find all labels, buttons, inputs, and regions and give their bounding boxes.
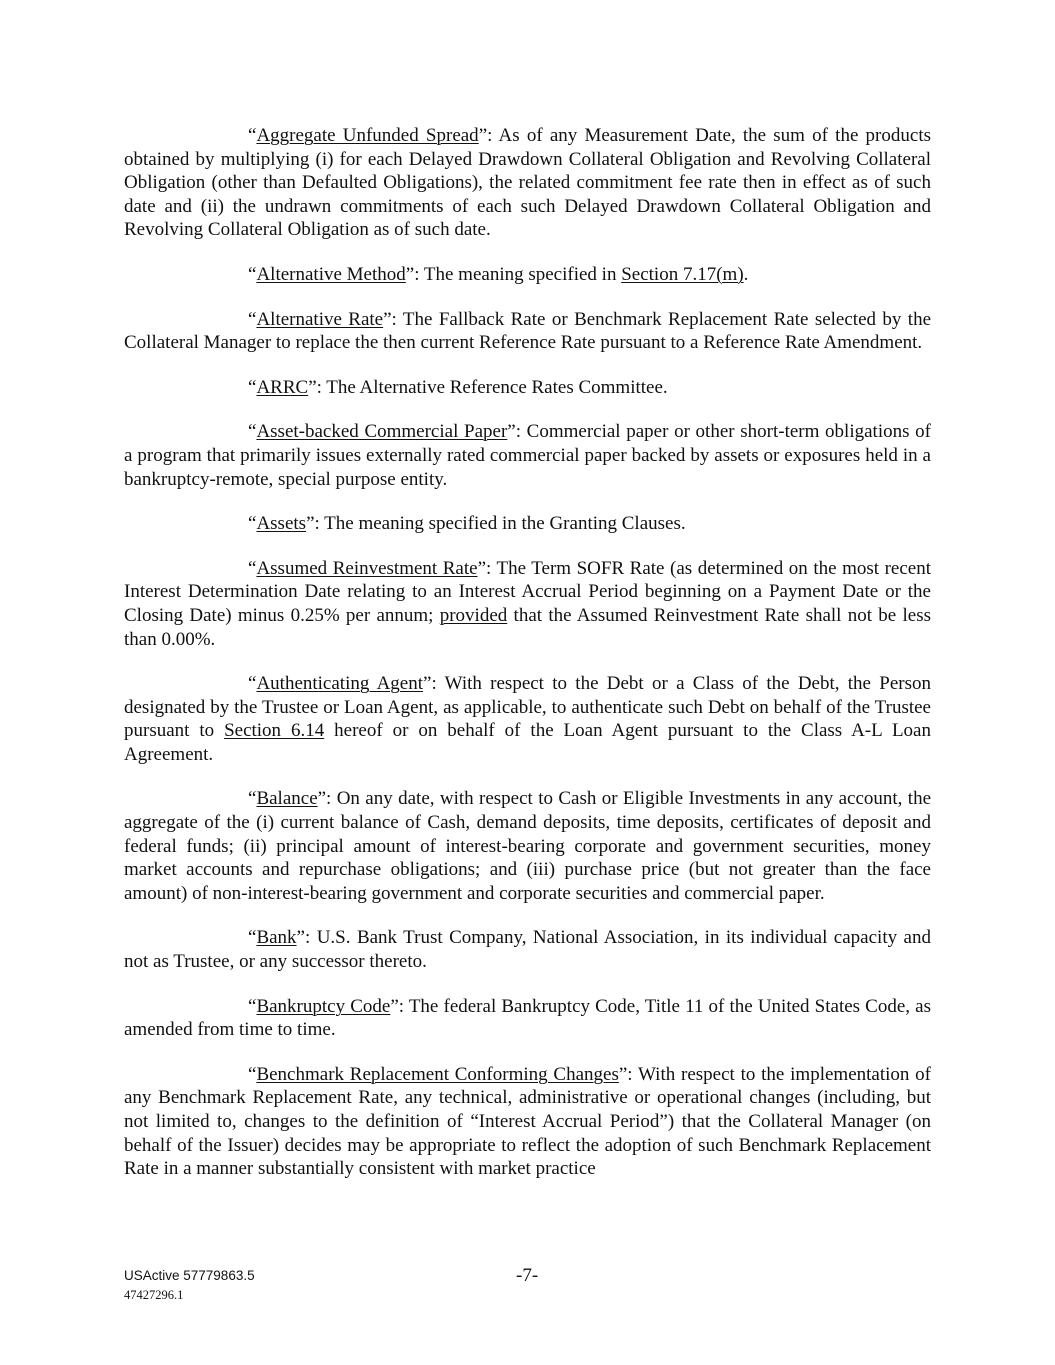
defined-term: ARRC [256, 376, 309, 398]
paragraph-text: ”: The Term SOFR Rate (as determined on the most recent Interest Determination Date relating to an Interest Accrual Period beginning on a Payment Date or the Closing Date) minus 0.25% per annum; [124, 557, 931, 626]
paragraph-text: hereof or on behalf of the Loan Agent pursuant to the Class A-L Loan Agreement. [124, 720, 931, 765]
defined-term: Section 7.17(m) [621, 263, 744, 285]
definition-paragraph [124, 124, 931, 242]
defined-term: Alternative Rate [256, 308, 384, 330]
footer-doc-id-secondary: 47427296.1 [124, 1288, 184, 1302]
paragraph-text: ”: As of any Measurement Date, the sum of the products obtained by multiplying (i) for each Delayed Drawdown Collateral Obligation and Revolving Collateral Obligation (other than Defaulted Obligations), the related commitment fee rate then in effect as of such date and (ii) the undrawn commitments of each such Delayed Drawdown Collateral Obligation and Revolving Collateral Obligation as of such date. [124, 125, 931, 241]
defined-term: Aggregate Unfunded Spread [256, 125, 479, 146]
defined-term: Assets [256, 513, 307, 535]
paragraph-text: ”: Commercial paper or other short-term obligations of a program that primarily issues externally rated commercial paper backed by assets or exposures held in a bankruptcy-remote, special purpose entity. [124, 421, 931, 490]
defined-term: Asset-backed Commercial Paper [256, 421, 508, 443]
paragraph-text: “ [248, 125, 257, 146]
definition-paragraph [124, 308, 931, 355]
paragraph-text: ”: On any date, with respect to Cash or Eligible Investments in any account, the aggregate of the (i) current balance of Cash, demand deposits, time deposits, certificates of deposit and federal funds; (ii) principal amount of interest-bearing corporate and government securities, money market accounts and repurchase obligations; and (iii) purchase price (but not greater than the face amount) of non-interest-bearing government and corporate securities and commercial paper. [124, 788, 931, 904]
paragraph-text: “ [248, 376, 257, 398]
definition-paragraph [124, 512, 931, 536]
paragraph-text: ”: The meaning specified in [405, 263, 622, 285]
definition-paragraph [124, 672, 931, 766]
defined-term: Alternative Method [256, 263, 406, 285]
paragraph-text: “ [248, 557, 257, 579]
paragraph-text: . [743, 263, 749, 285]
definition-paragraph [124, 557, 931, 651]
paragraph-text: ”: With respect to the Debt or a Class of the Debt, the Person designated by the Trustee or Loan Agent, as applicable, to authenticate such Debt on behalf of the Trustee pursuant to [124, 673, 931, 742]
paragraph-text: “ [248, 927, 257, 949]
paragraph-text: ”: U.S. Bank Trust Company, National Association, in its individual capacity and not as Trustee, or any successor thereto. [124, 927, 931, 973]
paragraph-text: “ [248, 513, 257, 535]
defined-term: provided [439, 604, 508, 626]
definition-paragraph [124, 420, 931, 491]
paragraph-text: “ [248, 673, 257, 695]
definition-paragraph [124, 376, 931, 400]
paragraph-text: ”: The federal Bankruptcy Code, Title 11 of the United States Code, as amended from time to time. [124, 995, 931, 1041]
defined-term: Balance [256, 788, 318, 810]
defined-term: Bank [256, 927, 297, 949]
defined-term: Assumed Reinvestment Rate [256, 557, 478, 579]
defined-term: Section 6.14 [224, 720, 325, 742]
definition-paragraph [124, 1063, 931, 1181]
definition-paragraph [124, 926, 931, 973]
paragraph-text: that the Assumed Reinvestment Rate shall not be less than 0.00%. [124, 604, 931, 650]
definition-paragraph [124, 995, 931, 1042]
footer-doc-id: USActive 57779863.5 [124, 1268, 255, 1283]
paragraph-text: ”: With respect to the implementation of any Benchmark Replacement Rate, any technical, administrative or operational changes (including, but not limited to, changes to the definition of “Interest Accrual Period”) that the Collateral Manager (on behalf of the Issuer) decides may be appropriate to reflect the adoption of such Benchmark Replacement Rate in a manner substantially consistent with market practice [124, 1063, 932, 1180]
definition-paragraph [124, 263, 931, 287]
paragraph-text: ”: The meaning specified in the Granting Clauses. [306, 513, 686, 535]
document-body [124, 124, 931, 1202]
paragraph-text: “ [248, 1063, 257, 1085]
defined-term: Bankruptcy Code [256, 995, 391, 1017]
definition-paragraph [124, 787, 931, 905]
paragraph-text: ”: The Fallback Rate or Benchmark Replacement Rate selected by the Collateral Manager to replace the then current Reference Rate pursuant to a Reference Rate Amendment. [124, 308, 932, 354]
paragraph-text: “ [248, 788, 257, 810]
paragraph-text: “ [248, 995, 257, 1017]
paragraph-text: ”: The Alternative Reference Rates Committee. [308, 376, 668, 398]
page-number: -7- [516, 1265, 539, 1286]
paragraph-text: “ [248, 263, 257, 285]
paragraph-text: “ [248, 421, 257, 443]
defined-term: Benchmark Replacement Conforming Changes [256, 1063, 619, 1085]
paragraph-text: “ [248, 308, 257, 330]
defined-term: Authenticating Agent [256, 673, 424, 695]
